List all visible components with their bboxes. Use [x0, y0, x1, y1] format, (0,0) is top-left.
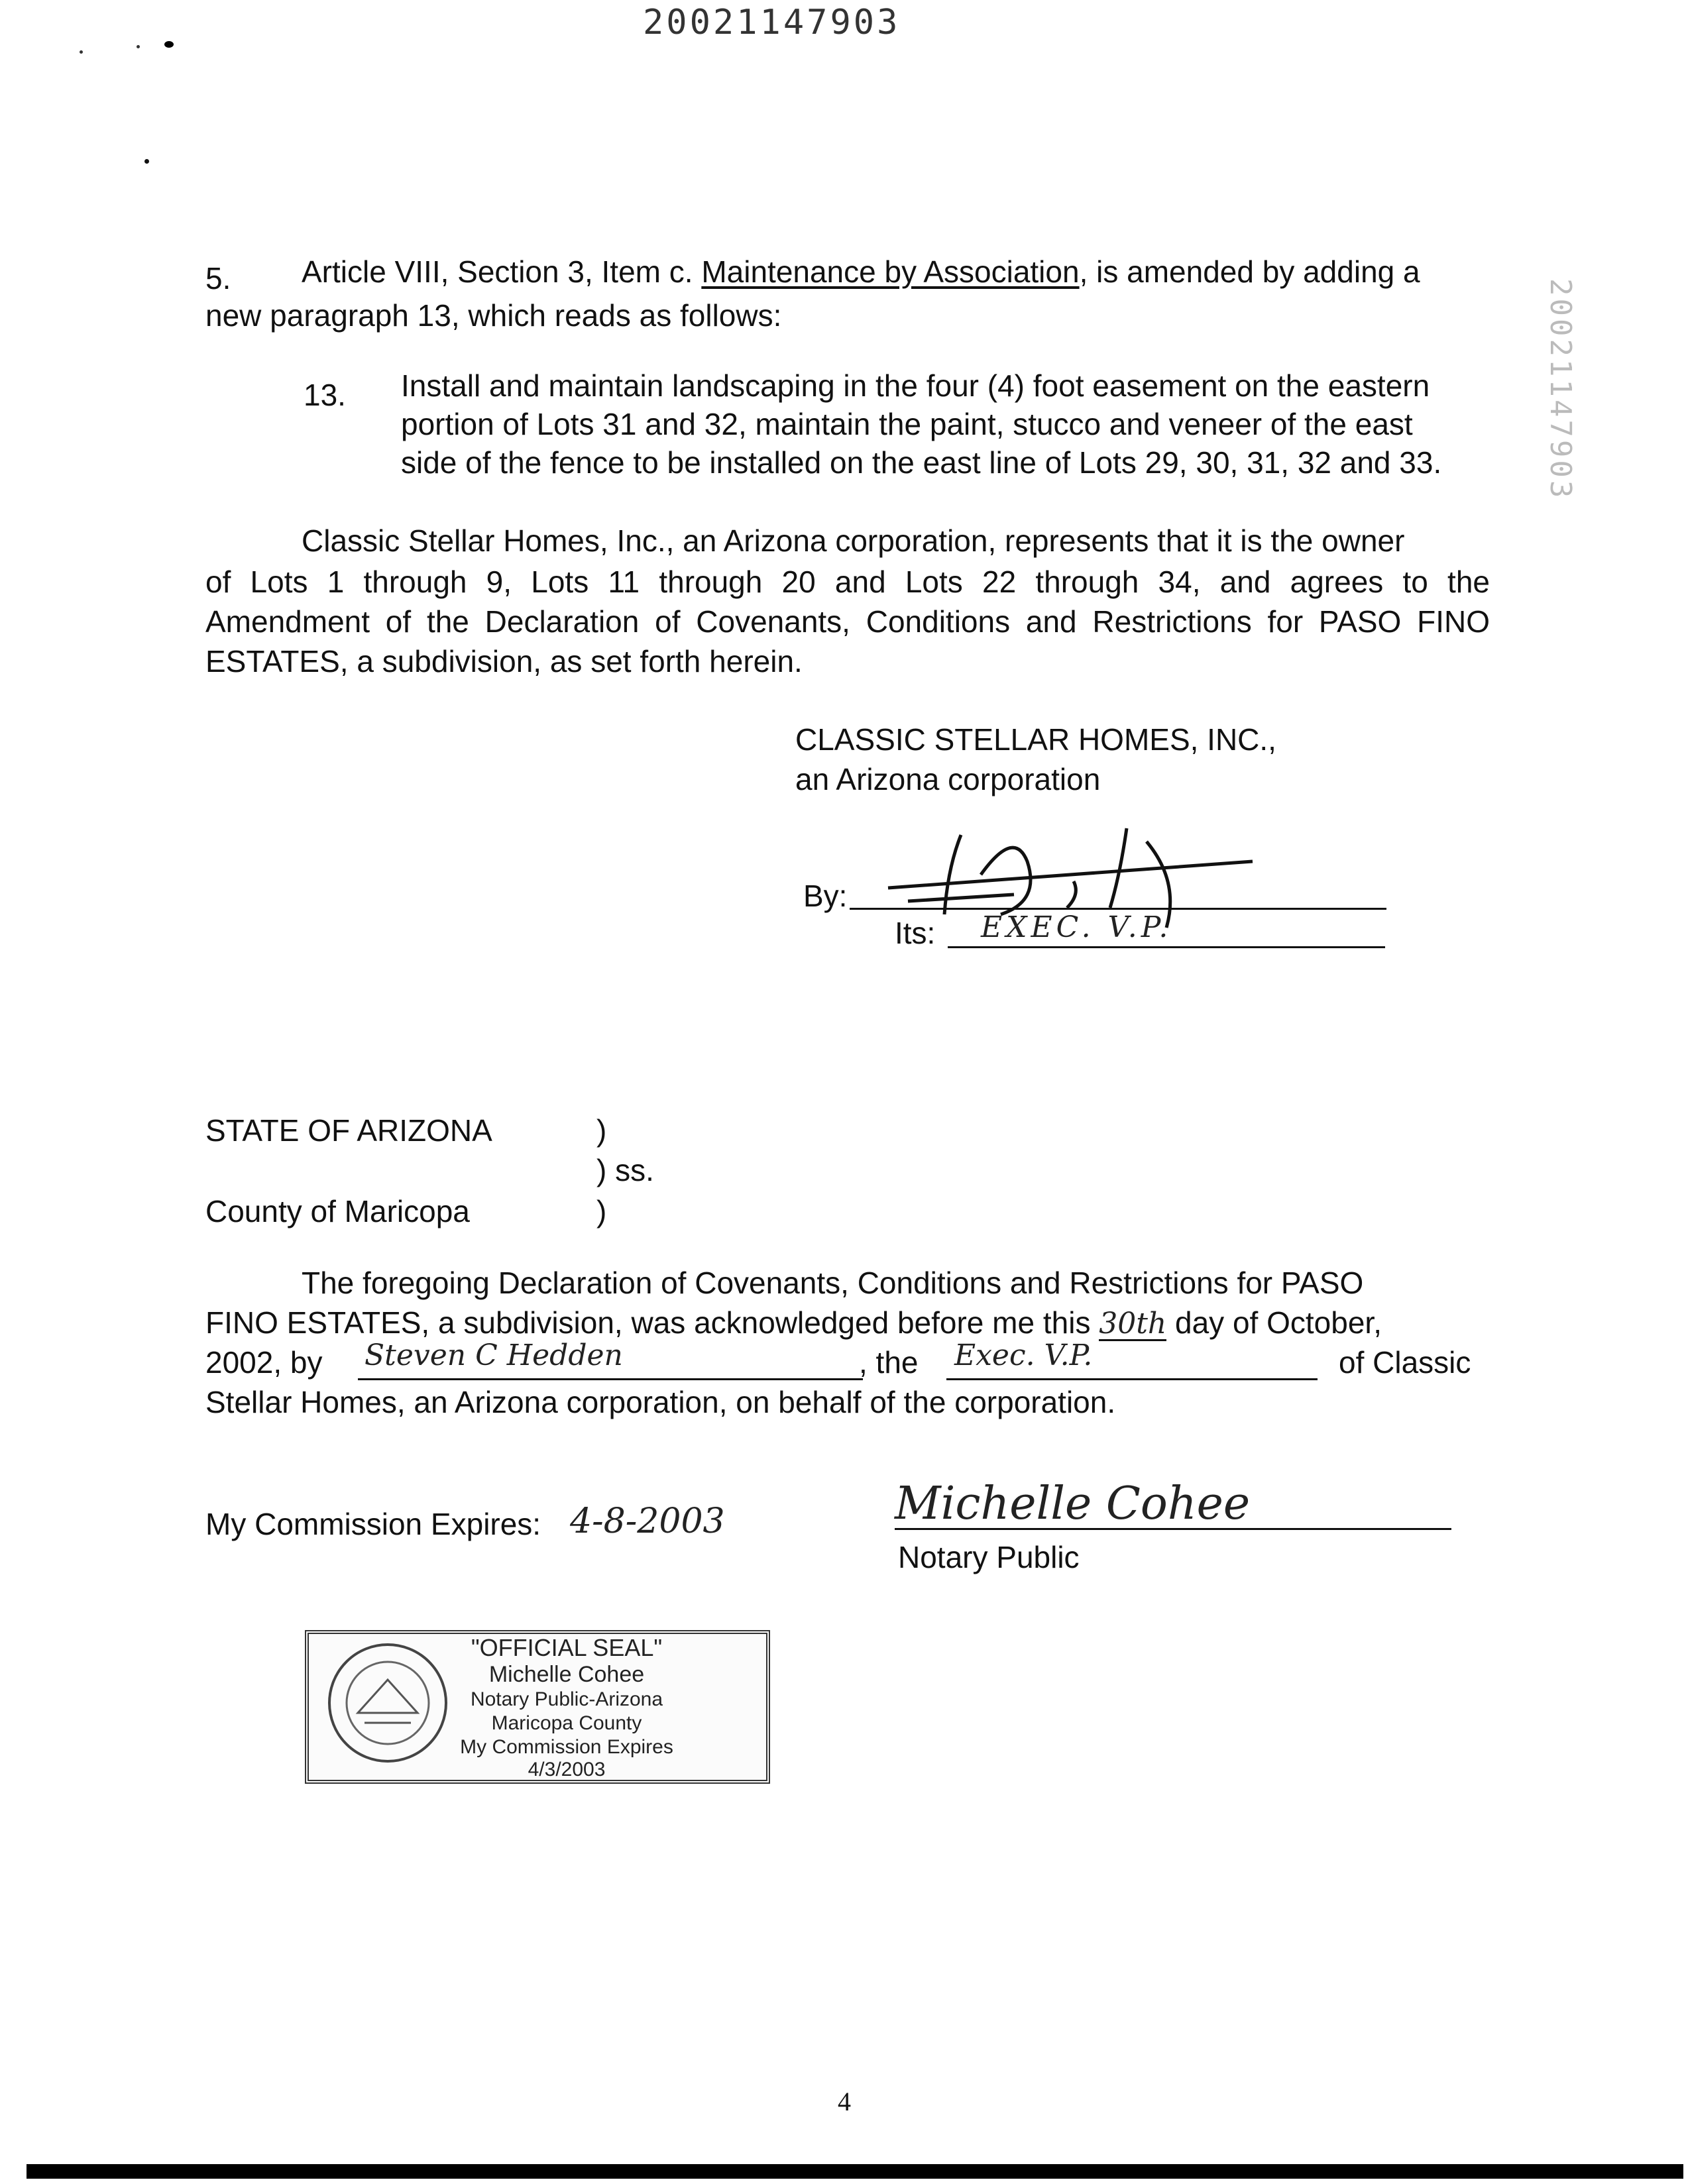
representation-line: Classic Stellar Homes, Inc., an Arizona corporation, represents that it is the owner [302, 523, 1405, 558]
its-line [948, 946, 1385, 948]
company-name: CLASSIC STELLAR HOMES, INC., [795, 722, 1276, 757]
scan-speck [164, 41, 174, 48]
venue-paren: ) [596, 1194, 607, 1228]
representation-line: Amendment of the Declaration of Covenants, Conditions and Restrictions for PASO FINO [205, 604, 1490, 639]
scan-speck [144, 159, 149, 164]
ack-text: of Classic [1339, 1345, 1471, 1380]
venue-ss: ) ss. [596, 1153, 654, 1187]
notary-signature-handwritten: Michelle Cohee [895, 1478, 1251, 1530]
ack-title-line [946, 1378, 1318, 1380]
paragraph-line: side of the fence to be installed on the east line of Lots 29, 30, 31, 32 and 33. [401, 445, 1442, 480]
section-title: Maintenance by Association [701, 254, 1080, 289]
bottom-border [27, 2164, 1683, 2179]
paragraph-line: portion of Lots 31 and 32, maintain the paint, stucco and veneer of the east [401, 407, 1413, 441]
section-line: new paragraph 13, which reads as follows: [205, 298, 782, 333]
venue-county: County of Maricopa [205, 1194, 470, 1228]
page-number: 4 [838, 2087, 851, 2116]
venue-state: STATE OF ARIZONA [205, 1113, 492, 1148]
ack-line: 2002, by [205, 1345, 323, 1380]
ack-title-handwritten: Exec. V.P. [954, 1338, 1093, 1372]
seal-line: Maricopa County [491, 1712, 642, 1734]
paragraph-line: Install and maintain landscaping in the four (4) foot easement on the eastern [401, 368, 1430, 403]
seal-line: My Commission Expires 4/3/2003 [460, 1736, 673, 1780]
representation-line: of Lots 1 through 9, Lots 11 through 20 and Lots 22 through 34, and agrees to the [205, 565, 1490, 599]
ack-signer-line [358, 1378, 863, 1380]
notary-public-label: Notary Public [898, 1540, 1080, 1574]
ack-line: Stellar Homes, an Arizona corporation, on behalf of the corporation. [205, 1385, 1116, 1419]
scan-speck [80, 50, 83, 54]
its-label: Its: [895, 916, 936, 950]
ack-line [205, 1303, 1382, 1342]
document-number: 20021147903 [643, 3, 901, 42]
side-recording-stamp: 20021147903 [1544, 278, 1577, 501]
seal-line: "OFFICIAL SEAL" [471, 1634, 663, 1661]
ack-line: The foregoing Declaration of Covenants, Conditions and Restrictions for PASO [302, 1266, 1364, 1300]
ack-text: FINO ESTATES, a subdivision, was acknowledged before me this [205, 1305, 1091, 1340]
section-heading-line [302, 252, 1420, 292]
ack-text: day of October, [1175, 1305, 1382, 1340]
officer-title-handwritten: EXEC. V.P. [981, 910, 1172, 944]
paragraph-number: 13. [304, 378, 346, 412]
venue-paren: ) [596, 1113, 607, 1148]
commission-label: My Commission Expires: [205, 1507, 541, 1541]
ack-text: , the [859, 1345, 919, 1380]
ack-signer-handwritten: Steven C Hedden [365, 1338, 623, 1372]
section-text: Article VIII, Section 3, Item c. [302, 254, 702, 289]
commission-date-handwritten: 4-8-2003 [570, 1502, 725, 1541]
representation-line: ESTATES, a subdivision, as set forth herein. [205, 644, 803, 679]
notary-signature-line [895, 1528, 1451, 1530]
section-number: 5. [205, 261, 231, 296]
section-text: , is amended by adding a [1079, 254, 1420, 289]
company-type: an Arizona corporation [795, 762, 1101, 796]
by-label: By: [803, 879, 848, 913]
scan-speck [137, 45, 140, 48]
ack-day-handwritten: 30th [1099, 1307, 1167, 1340]
seal-line: Michelle Cohee [488, 1662, 645, 1687]
seal-line: Notary Public-Arizona [470, 1688, 663, 1710]
